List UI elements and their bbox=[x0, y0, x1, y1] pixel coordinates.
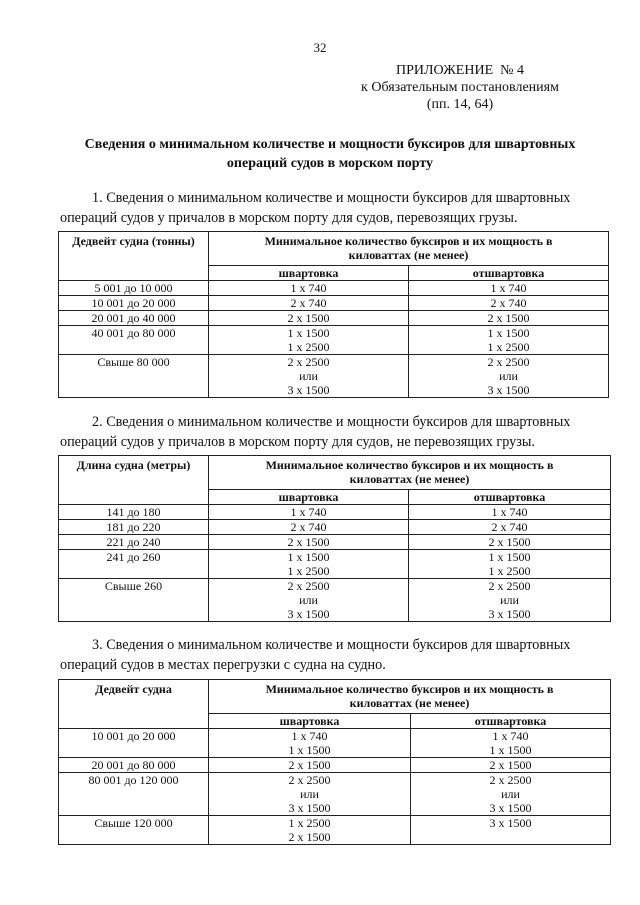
document-title-line-2: операций судов в морском порту bbox=[226, 156, 434, 171]
unmooring-value bbox=[409, 550, 611, 579]
appendix-clauses: (пп. 14, 64) bbox=[426, 97, 494, 112]
tug-config-line: 2 х 740 bbox=[490, 296, 527, 310]
row-key: 80 001 до 120 000 bbox=[59, 773, 209, 816]
row-key: 20 001 до 80 000 bbox=[59, 758, 209, 773]
section-1-table bbox=[58, 231, 609, 398]
tug-config-line: 2 х 1500 bbox=[288, 830, 331, 844]
appendix-header bbox=[330, 62, 590, 113]
table-row bbox=[59, 729, 611, 758]
row-key: 40 001 до 80 000 bbox=[59, 326, 209, 355]
tug-config-line: 2 х 740 bbox=[290, 520, 327, 534]
tug-config-line: 1 х 740 bbox=[291, 729, 328, 743]
section-1-heading-line-1: 1. Сведения о минимальном количестве и мощности буксиров для швартовных bbox=[92, 190, 571, 206]
column-header-tugs: Минимальное количество буксиров и их мощность в киловаттах (не менее) bbox=[209, 232, 609, 266]
section-2-heading bbox=[60, 412, 606, 452]
tug-config-line: или bbox=[300, 787, 319, 801]
table-row bbox=[59, 296, 609, 311]
unmooring-value bbox=[411, 758, 611, 773]
appendix-title: ПРИЛОЖЕНИЕ № 4 bbox=[396, 63, 524, 78]
table-row bbox=[59, 535, 611, 550]
row-key: Свыше 120 000 bbox=[59, 816, 209, 845]
unmooring-value bbox=[409, 535, 611, 550]
mooring-value bbox=[209, 579, 409, 622]
tug-config-line: 1 х 740 bbox=[492, 729, 529, 743]
section-1-heading-line-2: операций судов у причалов в морском порту для судов, перевозящих грузы. bbox=[60, 210, 518, 226]
mooring-value bbox=[209, 355, 409, 398]
unmooring-value bbox=[409, 355, 609, 398]
document-title bbox=[60, 135, 600, 173]
tug-config-line: 1 х 2500 bbox=[287, 564, 330, 578]
table-row bbox=[59, 773, 611, 816]
tug-config-line: 3 х 1500 bbox=[487, 383, 530, 397]
tug-config-line: 2 х 1500 bbox=[488, 535, 531, 549]
tug-config-line: 2 х 740 bbox=[290, 296, 327, 310]
column-header-tugs: Минимальное количество буксиров и их мощность в киловаттах (не менее) bbox=[209, 680, 611, 714]
mooring-value bbox=[209, 535, 409, 550]
page-number: 32 bbox=[313, 40, 327, 55]
tug-config-line: 1 х 2500 bbox=[487, 340, 530, 354]
mooring-value bbox=[209, 520, 409, 535]
column-header-unmooring: отшвартовка bbox=[409, 490, 611, 505]
column-header-key: Дедвейт судна bbox=[59, 680, 209, 729]
tug-config-line: 2 х 2500 bbox=[288, 773, 331, 787]
tug-config-line: 3 х 1500 bbox=[287, 607, 330, 621]
mooring-value bbox=[209, 729, 411, 758]
tug-config-line: 1 х 740 bbox=[290, 281, 327, 295]
unmooring-value bbox=[411, 816, 611, 845]
table-row bbox=[59, 579, 611, 622]
row-key: 10 001 до 20 000 bbox=[59, 296, 209, 311]
tug-config-line: или bbox=[499, 369, 518, 383]
tug-config-line: или bbox=[299, 369, 318, 383]
row-key: 5 001 до 10 000 bbox=[59, 281, 209, 296]
row-key: 221 до 240 bbox=[59, 535, 209, 550]
row-key: 181 до 220 bbox=[59, 520, 209, 535]
tug-config-line: 2 х 2500 bbox=[489, 773, 532, 787]
unmooring-value bbox=[409, 296, 609, 311]
column-header-mooring: швартовка bbox=[209, 266, 409, 281]
section-2-heading-line-1: 2. Сведения о минимальном количестве и мощности буксиров для швартовных bbox=[92, 414, 571, 430]
section-3-heading-line-2: операций судов в местах перегрузки с судна на судно. bbox=[60, 657, 386, 673]
table-row bbox=[59, 758, 611, 773]
unmooring-value bbox=[409, 281, 609, 296]
section-2-heading-line-2: операций судов у причалов в морском порту для судов, не перевозящих грузы. bbox=[60, 434, 535, 450]
tug-config-line: 2 х 740 bbox=[491, 520, 528, 534]
table-row bbox=[59, 281, 609, 296]
tug-config-line: 1 х 740 bbox=[491, 505, 528, 519]
column-header-tugs: Минимальное количество буксиров и их мощность в киловаттах (не менее) bbox=[209, 456, 611, 490]
tug-config-line: 2 х 2500 bbox=[487, 355, 530, 369]
tug-config-line: или bbox=[299, 593, 318, 607]
table-row bbox=[59, 816, 611, 845]
row-key: 20 001 до 40 000 bbox=[59, 311, 209, 326]
tug-config-line: 1 х 1500 bbox=[287, 550, 330, 564]
row-key: Свыше 260 bbox=[59, 579, 209, 622]
mooring-value bbox=[209, 550, 409, 579]
unmooring-value bbox=[409, 326, 609, 355]
table-row bbox=[59, 311, 609, 326]
document-title-line-1: Сведения о минимальном количестве и мощности буксиров для швартовных bbox=[84, 137, 576, 152]
mooring-value bbox=[209, 296, 409, 311]
row-key: 141 до 180 bbox=[59, 505, 209, 520]
mooring-value bbox=[209, 281, 409, 296]
tug-config-line: 1 х 1500 bbox=[489, 743, 532, 757]
tug-config-line: 3 х 1500 bbox=[489, 816, 532, 830]
row-key: 10 001 до 20 000 bbox=[59, 729, 209, 758]
table-row bbox=[59, 355, 609, 398]
mooring-value bbox=[209, 816, 411, 845]
mooring-value bbox=[209, 773, 411, 816]
unmooring-value bbox=[411, 729, 611, 758]
tug-config-line: 3 х 1500 bbox=[287, 383, 330, 397]
row-key: 241 до 260 bbox=[59, 550, 209, 579]
column-header-unmooring: отшвартовка bbox=[409, 266, 609, 281]
appendix-reference: к Обязательным постановлениям bbox=[361, 80, 559, 95]
mooring-value bbox=[209, 505, 409, 520]
tug-config-line: 1 х 1500 bbox=[487, 326, 530, 340]
tug-config-line: или bbox=[501, 787, 520, 801]
table-row bbox=[59, 326, 609, 355]
tug-config-line: 2 х 1500 bbox=[487, 311, 530, 325]
tug-config-line: 2 х 1500 bbox=[489, 758, 532, 772]
section-3-table bbox=[58, 679, 611, 845]
column-header-mooring: швартовка bbox=[209, 490, 409, 505]
tug-config-line: 2 х 2500 bbox=[488, 579, 531, 593]
table-row bbox=[59, 550, 611, 579]
mooring-value bbox=[209, 758, 411, 773]
tug-config-line: 2 х 1500 bbox=[287, 311, 330, 325]
tug-config-line: 3 х 1500 bbox=[489, 801, 532, 815]
tug-config-line: или bbox=[500, 593, 519, 607]
section-3-heading-line-1: 3. Сведения о минимальном количестве и мощности буксиров для швартовных bbox=[92, 637, 571, 653]
column-header-unmooring: отшвартовка bbox=[411, 714, 611, 729]
tug-config-line: 1 х 1500 bbox=[288, 743, 331, 757]
unmooring-value bbox=[409, 520, 611, 535]
tug-config-line: 3 х 1500 bbox=[288, 801, 331, 815]
tug-config-line: 1 х 2500 bbox=[488, 564, 531, 578]
column-header-mooring: швартовка bbox=[209, 714, 411, 729]
tug-config-line: 1 х 1500 bbox=[488, 550, 531, 564]
unmooring-value bbox=[409, 505, 611, 520]
tug-config-line: 1 х 740 bbox=[290, 505, 327, 519]
column-header-key: Длина судна (метры) bbox=[59, 456, 209, 505]
tug-config-line: 2 х 2500 bbox=[287, 355, 330, 369]
unmooring-value bbox=[409, 311, 609, 326]
section-3-heading bbox=[60, 635, 606, 675]
mooring-value bbox=[209, 326, 409, 355]
unmooring-value bbox=[409, 579, 611, 622]
column-header-key: Дедвейт судна (тонны) bbox=[59, 232, 209, 281]
tug-config-line: 3 х 1500 bbox=[488, 607, 531, 621]
table-row bbox=[59, 520, 611, 535]
tug-config-line: 2 х 1500 bbox=[287, 535, 330, 549]
tug-config-line: 2 х 1500 bbox=[288, 758, 331, 772]
section-1-heading bbox=[60, 188, 606, 228]
tug-config-line: 1 х 2500 bbox=[287, 340, 330, 354]
tug-config-line: 1 х 2500 bbox=[288, 816, 331, 830]
tug-config-line: 2 х 2500 bbox=[287, 579, 330, 593]
unmooring-value bbox=[411, 773, 611, 816]
mooring-value bbox=[209, 311, 409, 326]
row-key: Свыше 80 000 bbox=[59, 355, 209, 398]
tug-config-line: 1 х 1500 bbox=[287, 326, 330, 340]
section-2-table bbox=[58, 455, 611, 622]
tug-config-line: 1 х 740 bbox=[490, 281, 527, 295]
table-row bbox=[59, 505, 611, 520]
